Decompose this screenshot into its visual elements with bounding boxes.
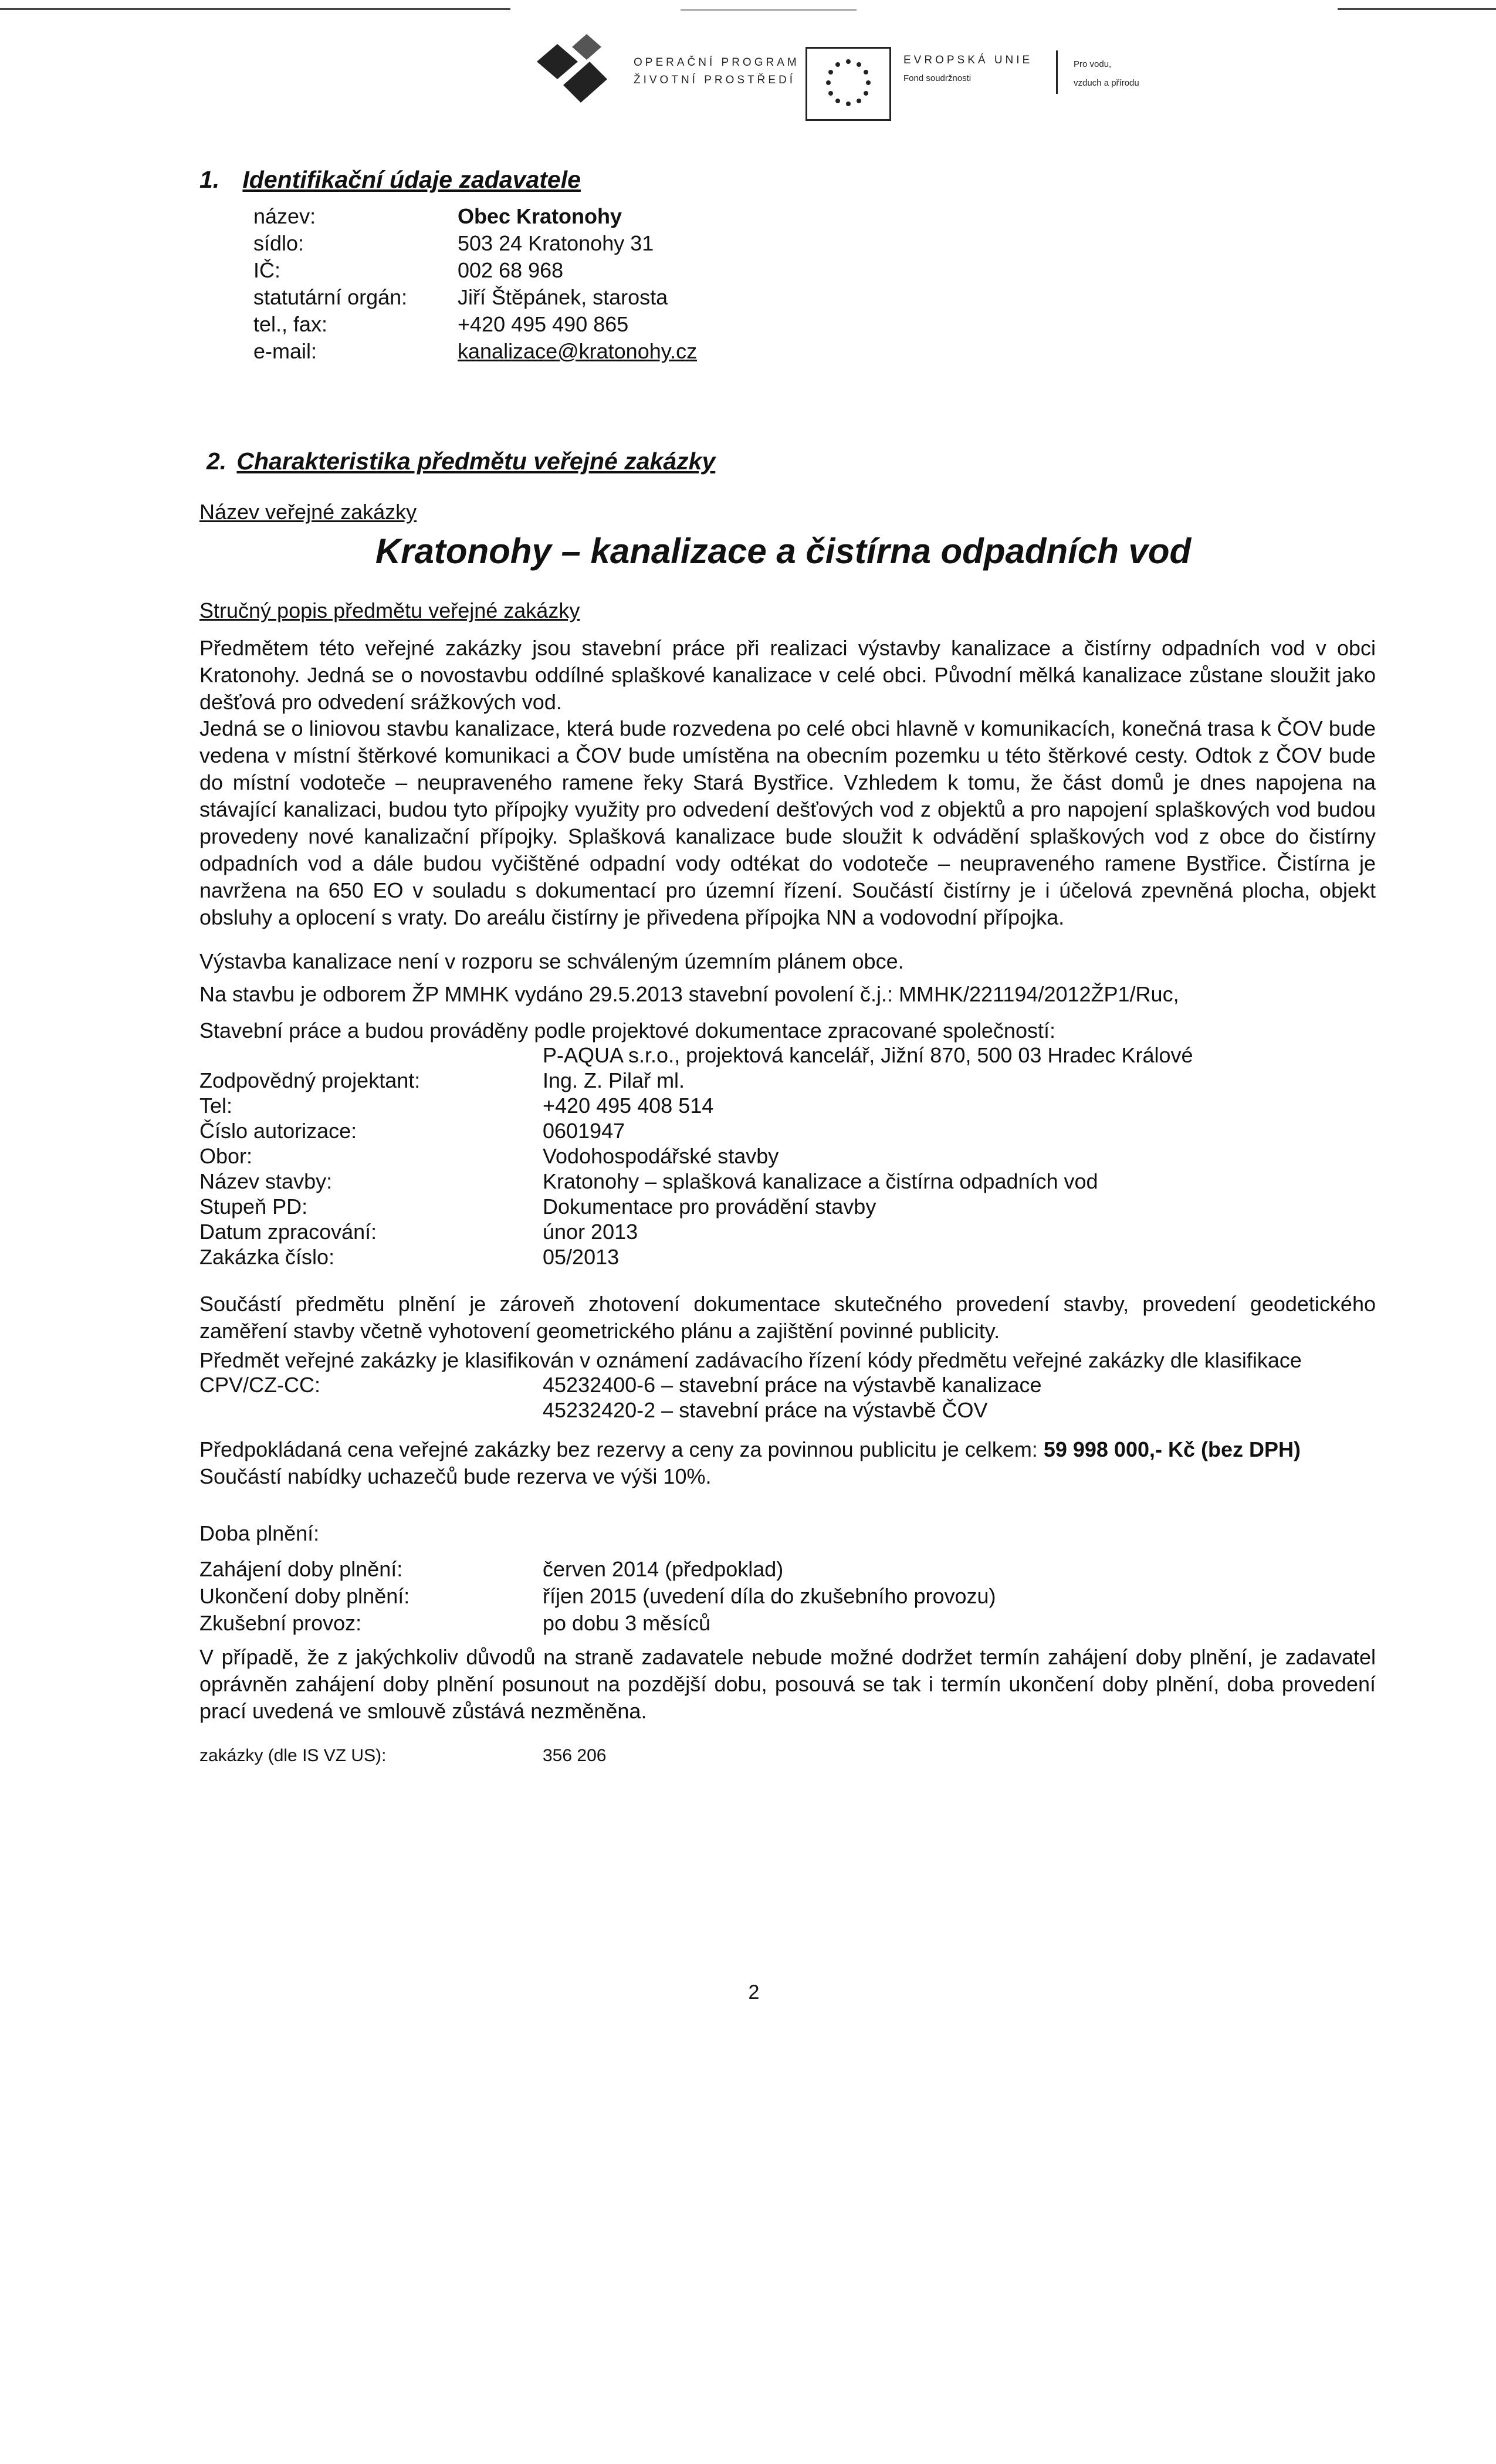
row-value: +420 495 490 865 [458,312,629,336]
row-value: Dokumentace pro provádění stavby [543,1194,876,1219]
eu-line-3: Pro vodu, [1074,59,1112,69]
row-value: 05/2013 [543,1245,620,1269]
section-1-title: Identifikační údaje zadavatele [242,166,581,193]
cpv-row [0,1373,1496,1400]
price-text: Předpokládaná cena veřejné zakázky bez rezervy a ceny za povinnou publicitu je celkem: [199,1437,1044,1461]
eu-slogan [1074,55,1139,93]
row-value: Jiří Štěpánek, starosta [458,285,668,309]
section-1-number: 1. [199,166,220,193]
description-label: Stručný popis předmětu veřejné zakázky [199,598,580,622]
email-link[interactable]: kanalizace@kratonohy.cz [458,339,698,363]
identification-row [0,312,1496,339]
op-program-text [634,54,800,89]
row-label: sídlo: [253,231,304,255]
row-label: název: [253,204,316,228]
row-label: e-mail: [253,339,317,363]
page-number: 2 [748,1981,760,2003]
paragraph: Předmětem této veřejné zakázky jsou stavební práce při realizaci výstavby kanalizace a čistírny odpadních vod v obci Kratonohy. Jedná se o novostavbu oddílné splaškové kanalizace v celé obci. Původní mělká kanalizace zůstane sloužit jako dešťová pro odvedení srážkových vod. [199,636,1376,714]
header-divider [1056,50,1058,94]
row-value: 503 24 Kratonohy 31 [458,231,654,255]
row-value: Vodohospodářské stavby [543,1144,779,1168]
price-paragraph [199,1436,1376,1463]
row-label: Tel: [199,1094,233,1118]
row-label: Stupeň PD: [199,1194,308,1219]
row-label: Název stavby: [199,1169,333,1193]
identification-row [0,285,1496,312]
project-row [0,1245,1496,1272]
cpv-label: CPV/CZ-CC: [199,1373,320,1397]
row-label: Zakázka číslo: [199,1245,335,1269]
row-label: tel., fax: [253,312,328,336]
op-line-2: ŽIVOTNÍ PROSTŘEDÍ [634,74,796,86]
paragraph: Předmět veřejné zakázky je klasifikován v oznámení zadávacího řízení kódy předmětu veřejné zakázky dle klasifikace [199,1348,1302,1372]
contract-name-label: Název veřejné zakázky [199,500,417,524]
row-label: Zkušební provoz: [199,1611,362,1635]
paragraph: Stavební práce a budou prováděny podle projektové dokumentace zpracované společností: [199,1018,1055,1043]
paragraph: Na stavbu je odborem ŽP MMHK vydáno 29.5.2013 stavební povolení č.j.: MMHK/221194/2012ŽP1/Ruc, [199,982,1179,1006]
row-value: 0601947 [543,1119,625,1143]
identification-row [0,231,1496,258]
contract-title: Kratonohy – kanalizace a čistírna odpadních vod [375,532,1192,571]
doba-row [0,1611,1496,1638]
row-value: 002 68 968 [458,258,564,282]
row-value: Kratonohy – splašková kanalizace a čistírna odpadních vod [543,1169,1098,1193]
row-label: Ukončení doby plnění: [199,1584,410,1608]
identification-row [0,204,1496,231]
cpv-code: 45232400-6 – stavební práce na výstavbě kanalizace [543,1373,1042,1397]
project-row [0,1220,1496,1247]
op-line-1: OPERAČNÍ PROGRAM [634,56,800,69]
project-row [0,1068,1496,1095]
cpv-row [0,1398,1496,1425]
row-value: únor 2013 [543,1220,638,1244]
paragraph: Jedná se o liniovou stavbu kanalizace, která bude rozvedena po celé obci hlavně v komunikacích, konečná trasa k ČOV bude vedena v místní štěrkové komunikaci a ČOV bude umístěna na obecním pozemku u této štěrkové cesty. Odtok z ČOV bude do místní vodoteče – neupraveného ramene řeky Stará Bystřice. Vzhledem k tomu, že část domů je dnes napojena na stávající kanalizaci, budou tyto přípojky využity pro odvedení dešťových vod z objektů a pro napojení splaškových vod budou provedeny nové kanalizační přípojky. Splašková kanalizace bude sloužit k odvádění splaškových vod z obce do čistírny odpadních vod a dále budou vyčištěné odpadní vody odtékat do vodoteče – neupraveného ramene Bystřice. Čistírna je navržena na 650 EO v souladu s dokumentací pro územní řízení. Součástí čistírny je i účelová zpevněná plocha, objekt obsluhy a oplocení s vraty. Do areálu čistírny je přivedena přípojka NN a vodovodní přípojka. [199,716,1376,929]
paragraph: Součástí předmětu plnění je zároveň zhotovení dokumentace skutečného provedení stavby, provedení geodetického zaměření stavby včetně vyhotovení geometrického plánu a zajištění povinné publicity. [199,1292,1376,1343]
section-2-number: 2. [207,448,227,475]
company-row [0,1043,1496,1070]
row-label: Zodpovědný projektant: [199,1068,421,1092]
row-value: Ing. Z. Pilař ml. [543,1068,685,1092]
eu-flag-icon [805,47,891,121]
op-zp-logo-icon [531,29,625,120]
project-row [0,1144,1496,1171]
page-header [0,25,1496,119]
row-value: říjen 2015 (uvedení díla do zkušebního provozu) [543,1584,996,1608]
row-label: Datum zpracování: [199,1220,377,1244]
row-label: Obor: [199,1144,253,1168]
row-value: Obec Kratonohy [458,204,622,228]
eu-line-2: Fond soudržnosti [903,73,972,83]
paragraph: Výstavba kanalizace není v rozporu se schváleným územním plánem obce. [199,949,904,973]
price-value: 59 998 000,- Kč (bez DPH) [1043,1437,1301,1461]
company-name: P-AQUA s.r.o., projektová kancelář, Jižní 870, 500 03 Hradec Králové [543,1043,1193,1067]
row-value: červen 2014 (předpoklad) [543,1557,784,1581]
row-label: statutární orgán: [253,285,408,309]
top-rule-left [0,8,510,10]
row-label: Číslo autorizace: [199,1119,357,1143]
top-rule-center [681,9,857,11]
eu-line-1: EVROPSKÁ UNIE [903,54,1033,66]
section-2-title: Charakteristika předmětu veřejné zakázky [236,448,716,475]
section-1-heading [199,166,581,194]
doba-row [0,1557,1496,1584]
row-label: Zahájení doby plnění: [199,1557,403,1581]
project-row [0,1169,1496,1196]
is-vz-row [0,1746,1496,1773]
cpv-code: 45232420-2 – stavební práce na výstavbě ČOV [543,1398,988,1422]
paragraph: V případě, že z jakýchkoliv důvodů na straně zadavatele nebude možné dodržet termín zahájení doby plnění, je zadavatel oprávněn zahájení doby plnění posunout na pozdější dobu, posouvá se tak i termín ukončení doby plnění, doba provedení prací uvedená ve smlouvě zůstává nezměněna. [199,1645,1376,1723]
top-rule-right [1338,8,1496,10]
project-row [0,1094,1496,1121]
doba-label: Doba plnění: [199,1521,320,1545]
doba-row [0,1584,1496,1611]
is-label: zakázky (dle IS VZ US): [199,1746,387,1765]
row-value: po dobu 3 měsíců [543,1611,711,1635]
project-row [0,1119,1496,1146]
project-row [0,1194,1496,1221]
is-value: 356 206 [543,1746,607,1765]
row-label: IČ: [253,258,281,282]
paragraph: Součástí nabídky uchazečů bude rezerva ve výši 10%. [199,1464,712,1488]
identification-row [0,258,1496,285]
row-value: +420 495 408 514 [543,1094,714,1118]
section-2-heading [207,448,715,475]
identification-row [0,339,1496,366]
eu-line-4: vzduch a přírodu [1074,78,1139,88]
